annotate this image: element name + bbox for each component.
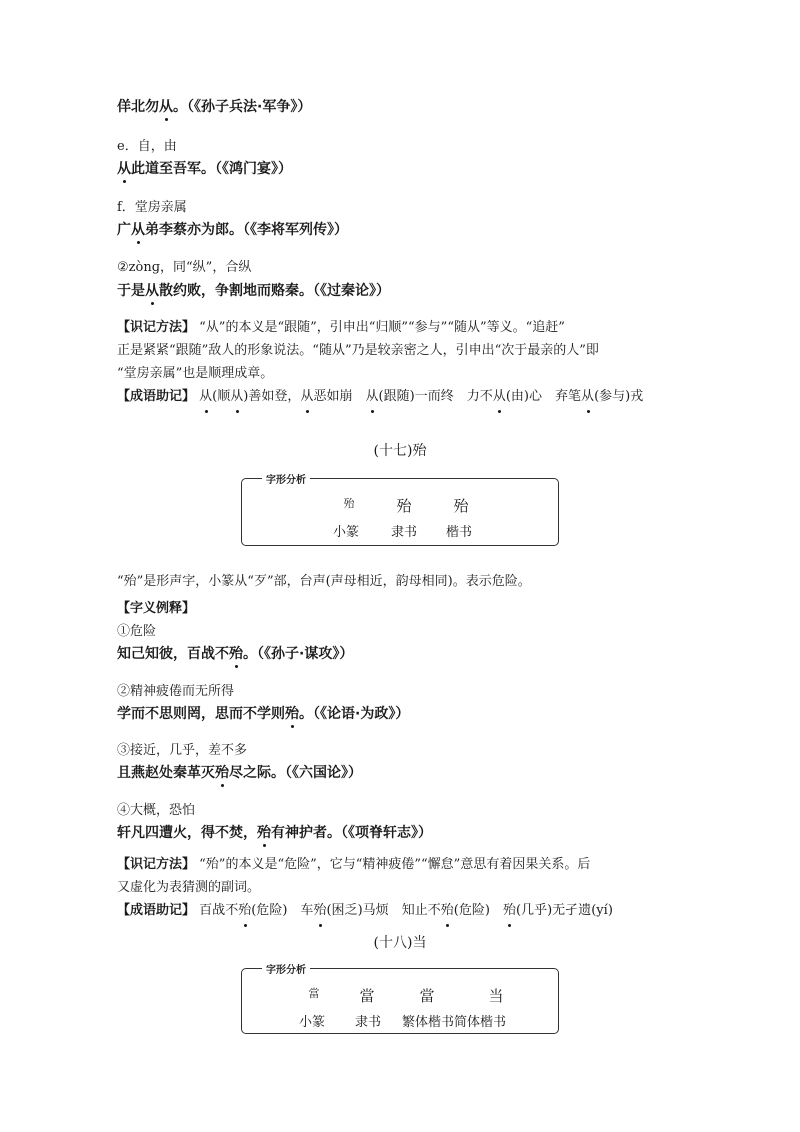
clerical-script-glyph: 當 [359,987,375,1005]
seal-script-glyph: 當 [308,987,320,1000]
glyph-caption: 楷书 [445,525,473,540]
memory-method-text: “从”的本义是“跟随”，引申出“归顺”“参与”“随从”等义。“追赶” [199,320,565,335]
memory-method-tag: 【识记方法】 [117,857,196,872]
glyph-caption: 简体楷书 [453,1015,507,1030]
definition-1: ①危险 [117,624,157,639]
example-sentence: 广从弟李蔡亦为郎。（《李将军列传》） [117,219,348,239]
memory-method-tag: 【识记方法】 [117,320,196,335]
idiom-aid [117,385,643,408]
glyph-caption: 隶书 [354,1015,382,1030]
idiom-aid-tag: 【成语助记】 [117,389,196,404]
section-title: (十七)殆 [373,443,427,459]
memory-method [117,853,590,876]
traditional-regular-glyph: 當 [419,987,435,1005]
definition-4: ④大概，恐怕 [117,803,196,818]
glyph-analysis-box [241,475,559,546]
definition-3: ③接近，几乎，差不多 [117,743,248,758]
idiom-aid-text: 从(顺从)善如登，从恶如崩 从(跟随)一而终 力不从(由)心 弃笔从(参与)戎 [199,389,643,404]
glyph-analysis-label: 字形分析 [262,471,310,486]
example-sentence: 知己知彼，百战不殆。（《孙子·谋攻》） [117,643,353,663]
simplified-regular-glyph: 当 [488,987,504,1005]
glyph-analysis-box [241,965,559,1034]
glyph-caption: 小篆 [298,1015,326,1030]
glyph-caption: 繁体楷书 [401,1015,455,1030]
examples-tag: 【字义例释】 [117,601,196,616]
definition-2: ②zònɡ，同“纵”，合纵 [117,260,252,275]
idiom-aid-text: 百战不殆(危险) 车殆(困乏)马烦 知止不殆(危险) 殆(几乎)无孑遗(yí) [199,903,613,918]
example-sentence: 且燕赵处秦革灭殆尽之际。（《六国论》） [117,762,362,782]
seal-script-glyph: 殆 [343,497,355,510]
regular-script-glyph: 殆 [453,497,469,515]
definition-2: ②精神疲倦而无所得 [117,684,235,699]
character-intro: “殆”是形声字，小篆从“歹”部，台声(声母相近，韵母相同)。表示危险。 [117,574,531,589]
definition-f: f．堂房亲属 [117,200,187,215]
memory-method-text: 正是紧紧“跟随”敌人的形象说法。“随从”乃是较亲密之人，引申出“次于最亲的人”即 [117,343,599,358]
memory-method-text: 又虚化为表猜测的副词。 [117,880,261,895]
glyph-caption: 隶书 [390,525,418,540]
example-sentence: 轩凡四遭火，得不焚，殆有神护者。（《项脊轩志》） [117,822,432,842]
memory-method-text: “堂房亲属”也是顺理成章。 [117,366,274,381]
idiom-aid [117,899,613,922]
example-sentence: 从此道至吾军。（《鸿门宴》） [117,158,292,178]
example-sentence: 于是从散约败，争割地而赂秦。（《过秦论》） [117,280,390,300]
glyph-analysis-label: 字形分析 [262,961,310,976]
memory-method-text: “殆”的本义是“危险”，它与“精神疲倦”“懈怠”意思有着因果关系。后 [199,857,591,872]
section-title: (十八)当 [373,935,427,951]
example-sentence: 佯北勿从。（《孙子兵法·军争》） [117,96,311,116]
glyph-caption: 小篆 [332,525,360,540]
example-sentence: 学而不思则罔，思而不学则殆。（《论语·为政》） [117,703,409,723]
clerical-script-glyph: 殆 [396,497,412,515]
idiom-aid-tag: 【成语助记】 [117,903,196,918]
memory-method [117,316,565,339]
definition-e: e．自，由 [117,139,177,154]
